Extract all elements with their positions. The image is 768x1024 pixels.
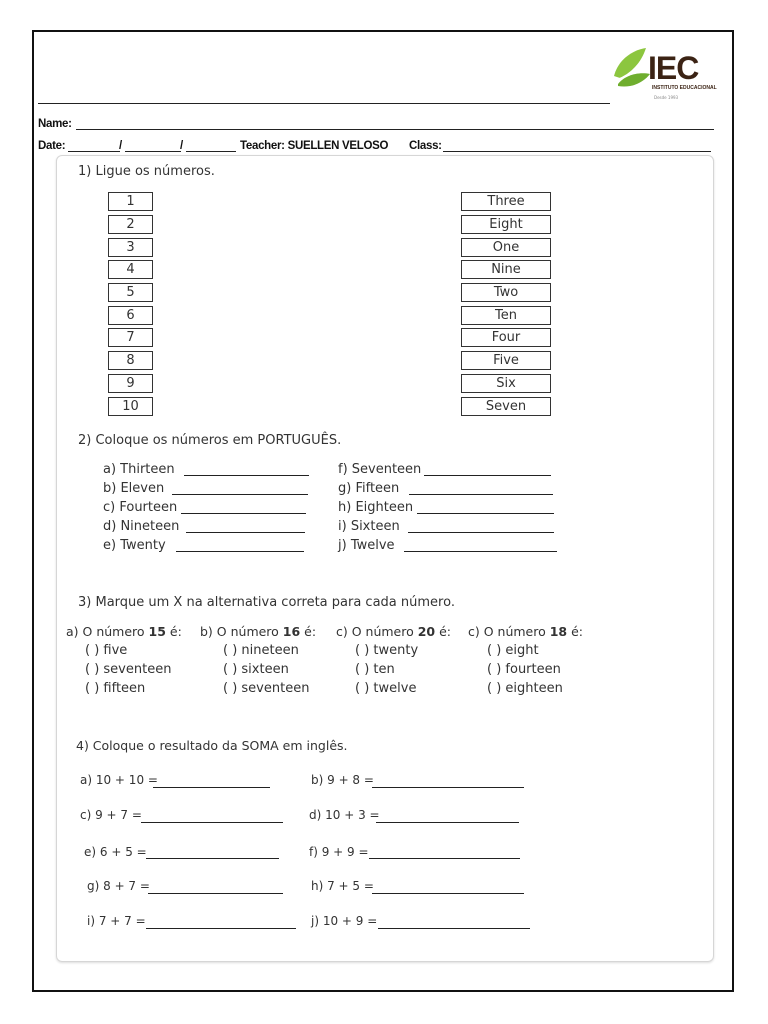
class-field[interactable]: [443, 151, 711, 152]
number-box[interactable]: 6: [108, 306, 153, 325]
answer-line[interactable]: [176, 551, 304, 552]
number-box[interactable]: 5: [108, 283, 153, 302]
word-box[interactable]: Three: [461, 192, 551, 211]
word-box[interactable]: Seven: [461, 397, 551, 416]
q2-item: i) Sixteen: [338, 519, 400, 534]
word-box[interactable]: Ten: [461, 306, 551, 325]
option-checkbox[interactable]: ( ) seventeen: [85, 662, 172, 677]
answer-line[interactable]: [408, 532, 554, 533]
answer-line[interactable]: [424, 475, 551, 476]
answer-line[interactable]: [186, 532, 305, 533]
name-label: Name:: [38, 118, 72, 130]
date-day-field[interactable]: [68, 151, 120, 152]
q4-item: b) 9 + 8 =: [311, 773, 374, 787]
q4-item: f) 9 + 9 =: [309, 845, 369, 859]
date-year-field[interactable]: [186, 151, 236, 152]
answer-line[interactable]: [181, 513, 306, 514]
number-box[interactable]: 2: [108, 215, 153, 234]
option-checkbox[interactable]: ( ) eight: [487, 643, 539, 658]
q4-item: g) 8 + 7 =: [87, 879, 150, 893]
q2-item: h) Eighteen: [338, 500, 414, 515]
q4-title: 4) Coloque o resultado da SOMA em inglês.: [76, 738, 348, 753]
school-logo: [612, 44, 716, 104]
word-box[interactable]: Four: [461, 328, 551, 347]
number-box[interactable]: 4: [108, 260, 153, 279]
answer-line[interactable]: [376, 822, 519, 823]
option-checkbox[interactable]: ( ) five: [85, 643, 128, 658]
q3-question: c) O número 20 é:: [336, 624, 452, 639]
answer-line[interactable]: [372, 787, 524, 788]
q2-item: a) Thirteen: [103, 462, 175, 477]
answer-line[interactable]: [172, 494, 308, 495]
q2-item: d) Nineteen: [103, 519, 180, 534]
word-box[interactable]: One: [461, 238, 551, 257]
word-box[interactable]: Six: [461, 374, 551, 393]
word-box[interactable]: Two: [461, 283, 551, 302]
q2-item: b) Eleven: [103, 481, 165, 496]
option-checkbox[interactable]: ( ) seventeen: [223, 681, 310, 696]
answer-line[interactable]: [146, 858, 279, 859]
name-field[interactable]: [76, 129, 714, 130]
option-checkbox[interactable]: ( ) fourteen: [487, 662, 561, 677]
option-checkbox[interactable]: ( ) ten: [355, 662, 395, 677]
word-box[interactable]: Nine: [461, 260, 551, 279]
option-checkbox[interactable]: ( ) fifteen: [85, 681, 146, 696]
date-label: Date:: [38, 140, 66, 152]
q4-item: h) 7 + 5 =: [311, 879, 374, 893]
q2-item: f) Seventeen: [338, 462, 422, 477]
q4-item: i) 7 + 7 =: [87, 914, 146, 928]
q3-question: c) O número 18 é:: [468, 624, 584, 639]
word-box[interactable]: Eight: [461, 215, 551, 234]
header-top-line: [38, 103, 610, 104]
q3-question: b) O número 16 é:: [200, 624, 317, 639]
answer-line[interactable]: [372, 893, 524, 894]
answer-line[interactable]: [184, 475, 309, 476]
q3-question: a) O número 15 é:: [66, 624, 182, 639]
number-box[interactable]: 9: [108, 374, 153, 393]
leaf-icon: [612, 46, 652, 92]
option-checkbox[interactable]: ( ) sixteen: [223, 662, 289, 677]
q4-item: j) 10 + 9 =: [311, 914, 378, 928]
number-box[interactable]: 1: [108, 192, 153, 211]
number-box[interactable]: 8: [108, 351, 153, 370]
q2-item: j) Twelve: [338, 538, 395, 553]
answer-line[interactable]: [141, 822, 283, 823]
answer-line[interactable]: [409, 494, 553, 495]
date-separator: /: [119, 140, 122, 152]
worksheet-panel: [56, 155, 714, 962]
logo-subtitle: INSTITUTO EDUCACIONAL: [652, 85, 717, 91]
number-box[interactable]: 3: [108, 238, 153, 257]
date-separator: /: [180, 140, 183, 152]
teacher-label: Teacher: SUELLEN VELOSO: [240, 140, 389, 152]
class-label: Class:: [409, 140, 442, 152]
logo-tagline: Desde 1993: [654, 95, 679, 100]
answer-line[interactable]: [153, 787, 270, 788]
q2-title: 2) Coloque os números em PORTUGUÊS.: [78, 433, 342, 448]
q4-item: c) 9 + 7 =: [80, 808, 142, 822]
q4-item: d) 10 + 3 =: [309, 808, 380, 822]
option-checkbox[interactable]: ( ) eighteen: [487, 681, 563, 696]
number-box[interactable]: 7: [108, 328, 153, 347]
q1-title: 1) Ligue os números.: [78, 164, 215, 179]
answer-line[interactable]: [146, 928, 296, 929]
answer-line[interactable]: [404, 551, 557, 552]
q3-title: 3) Marque um X na alternativa correta para cada número.: [78, 595, 455, 610]
answer-line[interactable]: [369, 858, 520, 859]
q2-item: c) Fourteen: [103, 500, 178, 515]
answer-line[interactable]: [148, 893, 283, 894]
q2-item: g) Fifteen: [338, 481, 400, 496]
option-checkbox[interactable]: ( ) twenty: [355, 643, 419, 658]
answer-line[interactable]: [417, 513, 554, 514]
q4-item: e) 6 + 5 =: [84, 845, 147, 859]
q2-item: e) Twenty: [103, 538, 166, 553]
logo-text: IEC: [648, 50, 699, 86]
option-checkbox[interactable]: ( ) nineteen: [223, 643, 299, 658]
date-month-field[interactable]: [125, 151, 181, 152]
q4-item: a) 10 + 10 =: [80, 773, 158, 787]
word-box[interactable]: Five: [461, 351, 551, 370]
answer-line[interactable]: [378, 928, 530, 929]
number-box[interactable]: 10: [108, 397, 153, 416]
option-checkbox[interactable]: ( ) twelve: [355, 681, 417, 696]
